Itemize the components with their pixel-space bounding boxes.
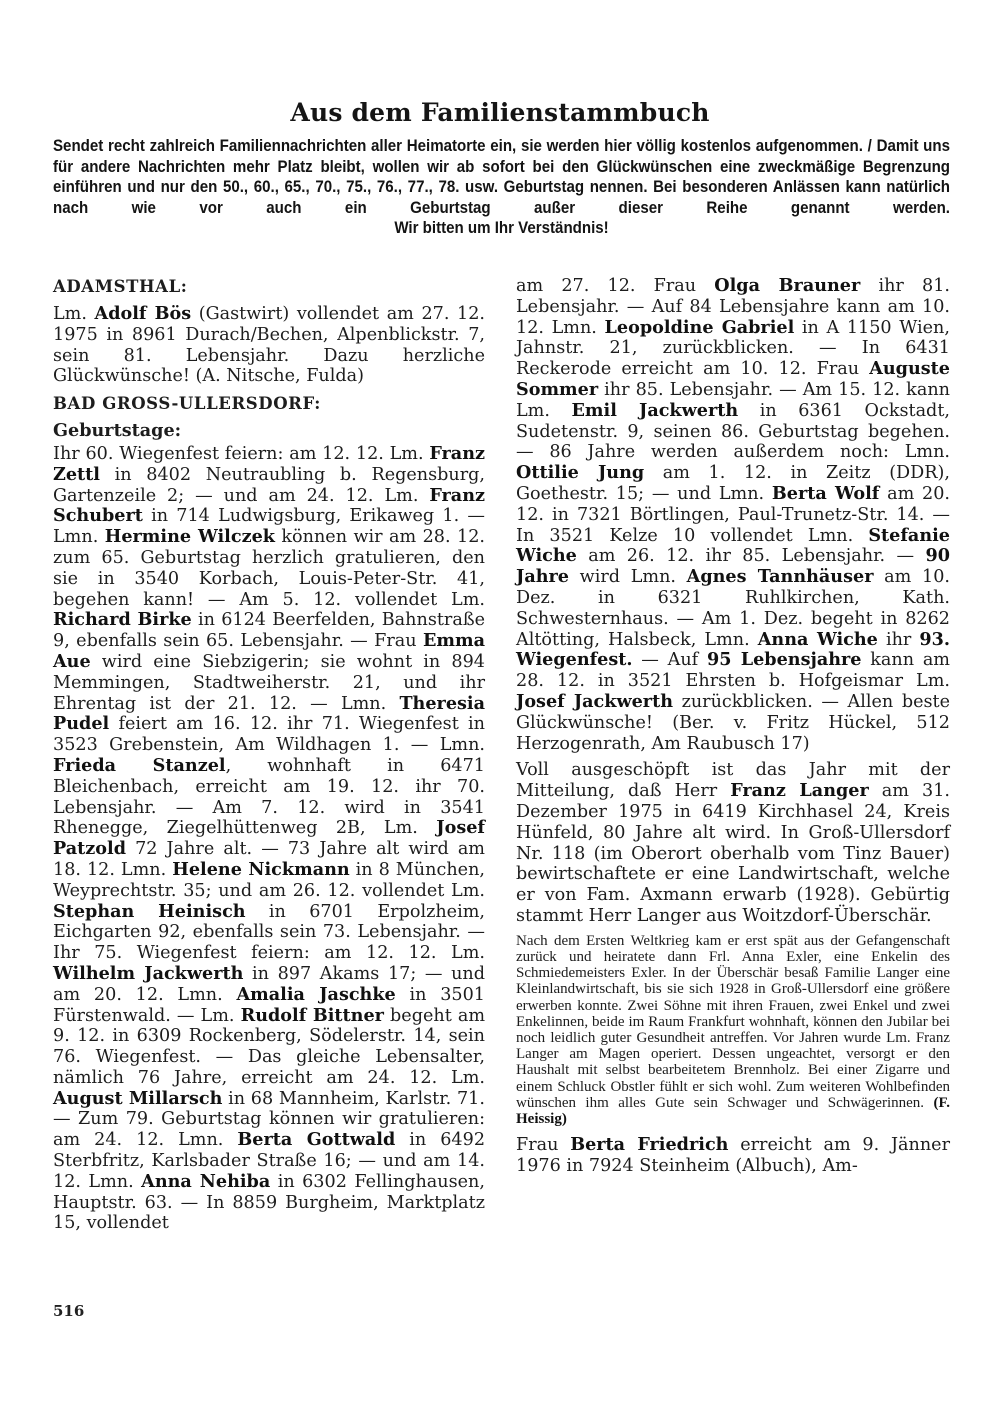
author-signature: (F. Heissig) (516, 1094, 950, 1127)
person-name: Berta Gottwald (237, 1129, 396, 1151)
text: ihr (877, 629, 920, 650)
text: kann am 28. 12. in 3521 Ehrsten b. Hofgeismar Lm. (516, 650, 950, 692)
text: wird eine Siebzigerin; sie wohnt in 894 Memmingen, Stadtweiherstr. 21, und ihr Ehrentag ist der 21. 12. — Lmn. (53, 651, 485, 714)
text: in 6492 Sterbfritz, Karlsbader Straße 16; — und am 14. 12. Lmn. (53, 1130, 486, 1192)
text: in 6361 Ockstadt, Sudetenstr. 9, seinen 86. Geburtstag begehen. — 86 Jahre werden außerdem noch: Lmn. (516, 400, 950, 463)
person-name: Emma Aue (53, 630, 485, 672)
person-name: August Millarsch (53, 1087, 223, 1109)
left-column (53, 276, 485, 1240)
person-name: Richard Birke (53, 609, 192, 631)
text: ihr 85. Lebensjahr. — Am 15. 12. kann Lm. (516, 379, 950, 421)
entry-continued (516, 276, 950, 754)
text: in 6701 Erpolzheim, Eichgarten 92, ebenfalls sein 73. Lebensjahr. — Ihr 75. Wiegenfest feiern: am 12. 12. Lm. (53, 901, 485, 964)
intro-notice (53, 136, 950, 239)
text: in 3501 Fürstenwald. — Lm. (53, 984, 485, 1026)
entry-langer-biography (516, 933, 950, 1127)
text: in 6124 Beerfelden, Bahnstraße 9, ebenfalls sein 65. Lebensjahr. — Frau (53, 610, 485, 652)
person-name: Adolf Bös (94, 303, 192, 324)
text: in 714 Ludwigsburg, Erikaweg 1. — Lmn. (53, 506, 485, 548)
emphasis: 90 Jahre (516, 545, 950, 588)
text: in 6302 Fellinghausen, Hauptstr. 63. — In 8859 Burgheim, Marktplatz 15, vollendet (53, 1171, 485, 1234)
text: (Gastwirt) vollendet am 27. 12. 1975 in 8961 Durach/Bechen, Alpenblickstr. 7, sein 81. Lebensjahr. Dazu herzliche Glückwünsche! (A. Nitsche, Fulda) (53, 304, 485, 387)
text: feiert am 16. 12. ihr 71. Wiegenfest in 3523 Grebenstein, Am Wildhagen 1. — Lmn. (53, 714, 485, 756)
subheading-geburtstage: Geburtstage: (53, 420, 182, 442)
text: am 31. Dezember 1975 in 6419 Kirchhasel 24, Kreis Hünfeld, 80 Jahre alt wird. In Groß-Ullersdorf Nr. 118 (im Oberort oberhalb vom Tinz Bauer) bewirtschaftete er eine Landwirtschaft, welche er von Fam. Axmann erwarb (1928). Gebürtig stammt Herr Langer aus Woitzdorf-Überschär. (516, 781, 950, 926)
emphasis: 95 Lebensjahre (706, 649, 862, 671)
text: ihr 81. Lebensjahr. — Auf 84 Lebensjahre kann am 10. 12. Lmn. (516, 276, 950, 338)
person-name: Frieda Stanzel (53, 754, 226, 776)
text: in 68 Mannheim, Karlstr. 71. — Zum 79. Geburtstag können wir gratulieren: am 24. 12. Lmn. (53, 1088, 485, 1151)
entry-franz-langer (516, 760, 950, 926)
person-name: Theresia Pudel (53, 692, 485, 735)
person-name: Helene Nickmann (172, 858, 350, 880)
text: zurückblicken. — Allen beste Glückwünsche! (Ber. v. Fritz Hückel, 512 Herzogenrath, Am Raubusch 17) (516, 691, 950, 754)
text: am 20. 12. in 7321 Börtlingen, Paul-Trunetz-Str. 14. — In 3521 Kelze 10 vollendet Lmn. (516, 483, 950, 546)
text: 72 Jahre alt. — 73 Jahre alt wird am 18. 12. Lmn. (53, 839, 485, 880)
text: Ihr 60. Wiegenfest feiern: am 12. 12. Lm. (53, 443, 430, 464)
person-name: Berta Wolf (771, 482, 880, 504)
person-name: Amalia Jaschke (236, 983, 396, 1005)
text: in A 1150 Wien, Jahnstr. 21, zurückblicken. — In 6431 Reckerode erreicht am 10. 12. Frau (516, 317, 950, 380)
text: in 8 München, Weyprechtstr. 35; und am 26. 12. vollendet Lm. (53, 859, 485, 901)
person-name: Emil Jackwerth (571, 399, 739, 421)
person-name: Franz Langer (730, 780, 869, 802)
person-name: Berta Friedrich (570, 1134, 729, 1156)
text: erreicht am 9. Jänner 1976 in 7924 Steinheim (Albuch), Am- (516, 1135, 951, 1176)
person-name: Anna Wiche (757, 628, 878, 650)
intro-text: Sendet recht zahlreich Familiennachrichten aller Heimatorte ein, sie werden hier völlig kostenlos aufgenommen. / Damit uns für andere Nachrichten mehr Platz bleibt, wollen wir ab sofort bei den Glückwünschen eine zweckmäßige Begrenzung einführen und nur den 50., 60., 65., 70., 75., 76., 77., 78. usw. Geburtstag nennen. Bei besonderen Anlässen kann natürlich nach wie vor auch ein Geburtstag außer dieser Reihe genannt werden. (53, 137, 950, 217)
text: können wir am 28. 12. zum 65. Geburtstag herzlich gratulieren, den sie in 3540 Korbach, Louis-Peter-Str. 41, begehen kann! — Am 5. 12. vollendet Lm. (53, 527, 485, 610)
person-name: Agnes Tannhäuser (686, 566, 874, 588)
section-heading-bad-gross-ullersdorf: BAD GROSS-ULLERSDORF: (53, 394, 321, 414)
page-number: 516 (53, 1302, 85, 1320)
right-column (516, 276, 950, 1183)
person-name: Josef Patzold (53, 817, 485, 860)
section-heading-adamsthal: ADAMSTHAL: (53, 277, 188, 296)
page-title: Aus dem Familienstammbuch (290, 98, 710, 127)
text: Nach dem Ersten Weltkrieg kam er erst spät aus der Gefangenschaft zurück und heiratete dann Frl. Anna Exler, eine Enkelin des Schmiedemeisters Exler. In der Überschär besaß Familie Langer eine Kleinlandwirtschaft, bis sie sich 1928 in Groß-Ullersdorf eine größere erwerben konnte. Zwei Söhne mit ihren Frauen, zwei Enkel und zwei Enkelinnen, beide im Raum Frankfurt wohnhaft, können den Jubilar bei noch leidlich guter Gesundheit antreffen. Vor Jahren wurde Lm. Franz Langer am Magen operiert. Dessen ungeachtet, versorgt er den Haushalt mit selbst bearbeitetem Brennholz. Bei einer Zigarre und einem Schluck Obstler fühlt er sich wohl. Zum weiteren Wohlbefinden wünschen ihm alles Gute sein Schwager und Schwägerinnen. (516, 932, 950, 1111)
text: am 1. 12. in Zeitz (DDR), Goethestr. 15; — und Lmn. (516, 463, 950, 504)
intro-closing: Wir bitten um Ihr Verständnis! (394, 219, 609, 237)
text: , wohnhaft in 6471 Bleichenbach, erreicht am 19. 12. ihr 70. Lebensjahr. — Am 7. 12. wird in 3541 Rhenegge, Ziegelhüttenweg 2B, Lm. (53, 755, 485, 839)
entry-birthdays (53, 444, 485, 1234)
emphasis: 93. Wiegenfest. (516, 628, 951, 671)
text: begeht am 9. 12. in 6309 Rockenberg, Södelerstr. 14, sein 76. Wiegenfest. — Das gleiche Lebensalter, nämlich 76 Jahre, erreicht am 24. 12. Lm. (53, 1005, 486, 1088)
person-name: Stefanie Wiche (516, 524, 950, 567)
text: am 10. Dez. in 6321 Ruhlkirchen, Kath. Schwesternhaus. — Am 1. Dez. begeht in 8262 Altötting, Halsbeck, Lmn. (516, 567, 950, 650)
person-name: Stephan Heinisch (53, 900, 246, 922)
text: in 8402 Neutraubling b. Regensburg, Gartenzeile 2; — und am 24. 12. Lm. (53, 464, 485, 506)
person-name: Franz Zettl (53, 442, 485, 485)
entry-berta-friedrich (516, 1135, 950, 1177)
person-name: Leopoldine Gabriel (604, 316, 795, 338)
text: am 27. 12. Frau (516, 276, 715, 296)
text: Lm. (53, 304, 95, 324)
person-name: Wilhelm Jackwerth (53, 962, 244, 984)
text: Voll ausgeschöpft ist das Jahr mit der Mitteilung, daß Herr (516, 760, 950, 802)
person-name: Franz Schubert (53, 484, 485, 527)
person-name: Ottilie Jung (516, 462, 645, 484)
entry-adamsthal (53, 304, 485, 387)
person-name: Auguste Sommer (516, 358, 950, 400)
text: Frau (516, 1135, 571, 1156)
text: — Auf (632, 650, 707, 671)
person-name: Olga Brauner (714, 275, 861, 296)
person-name: Anna Nehiba (141, 1170, 271, 1192)
person-name: Rudolf Bittner (240, 1004, 384, 1026)
text: in 897 Akams 17; — und am 20. 12. Lmn. (53, 963, 485, 1005)
text: am 26. 12. ihr 85. Lebensjahr. — (576, 546, 926, 567)
person-name: Josef Jackwerth (516, 690, 673, 712)
person-name: Hermine Wilczek (104, 526, 275, 548)
text: wird Lmn. (568, 567, 687, 588)
